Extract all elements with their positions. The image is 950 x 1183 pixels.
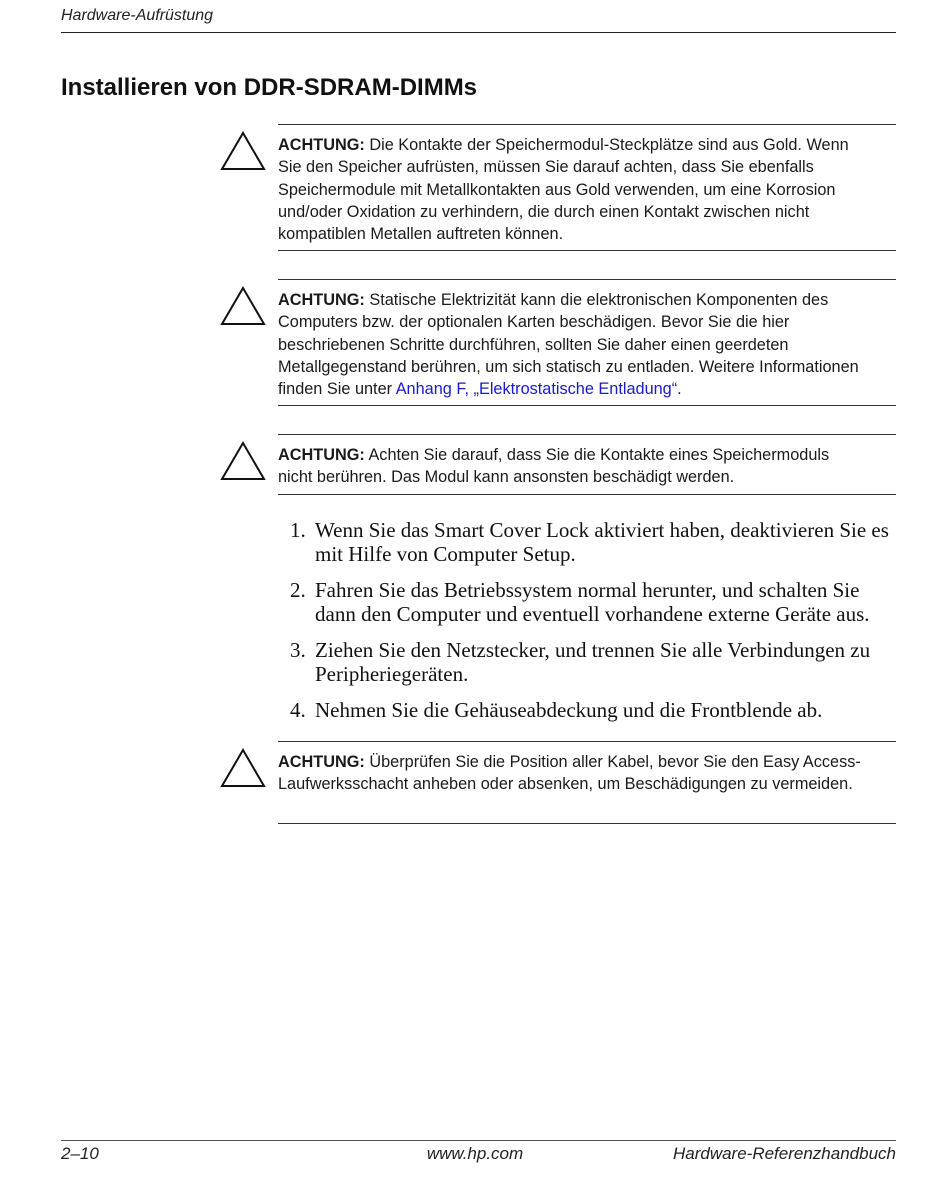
step-number: 3. [290,638,306,662]
caution-top-rule [278,124,896,125]
step-text: Nehmen Sie die Gehäuseabdeckung und die Frontblende ab. [315,698,823,722]
footer-rule [61,1140,896,1141]
caution-body-end: . [677,380,682,399]
caution-box [220,434,896,495]
running-header: Hardware-Aufrüstung [61,7,214,24]
footer-url: www.hp.com [426,1144,524,1163]
caution-body: Statische Elektrizität kann die elektronischen Komponenten des Computers bzw. der optionalen Karten beschädigen. Bevor Sie die hier beschriebenen Schritte durchführen, sollten Sie daher einen geerdeten Metallgegenstand berühren, um sich statisch zu entladen. Weitere Informationen finden Sie unter [278,291,859,399]
procedure-steps [290,518,902,734]
caution-top-rule [278,741,896,742]
caution-text [278,289,868,400]
appendix-f-link[interactable]: Anhang F, „Elektrostatische Entladung“ [395,380,678,399]
caution-box [220,741,896,824]
caution-bottom-rule [278,405,896,406]
caution-box [220,124,896,251]
caution-box [220,279,896,406]
caution-label: ACHTUNG: [278,753,365,771]
caution-text [278,134,868,245]
page-title: Installieren von DDR-SDRAM-DIMMs [61,74,478,101]
caution-top-rule [278,434,896,435]
caution-body: Achten Sie darauf, dass Sie die Kontakte eines Speichermoduls nicht berühren. Das Modul kann ansonsten beschädigt werden. [278,446,830,487]
list-item [290,518,902,566]
caution-bottom-rule [278,494,896,495]
header-rule [61,32,896,33]
caution-top-rule [278,279,896,280]
warning-triangle-icon [220,441,266,481]
warning-triangle-icon [220,131,266,171]
caution-bottom-rule [278,823,896,824]
list-item [290,638,902,686]
list-item [290,578,902,626]
caution-label: ACHTUNG: [278,291,365,309]
caution-text [278,751,868,796]
list-item [290,698,902,722]
page-number: 2–10 [61,1144,99,1163]
step-number: 2. [290,578,306,602]
caution-body: Die Kontakte der Speichermodul-Steckplätze sind aus Gold. Wenn Sie den Speicher aufrüsten, müssen Sie darauf achten, dass Sie ebenfalls Speichermodule mit Metallkontakten aus Gold verwenden, um eine Korrosion und/oder Oxidation zu verhindern, die durch einen Kontakt zwischen nicht kompatiblen Metallen auftreten können. [278,136,849,244]
step-number: 1. [290,518,306,542]
step-number: 4. [290,698,306,722]
caution-label: ACHTUNG: [278,136,365,154]
step-text: Wenn Sie das Smart Cover Lock aktiviert haben, deaktivieren Sie es mit Hilfe von Computer Setup. [315,518,889,566]
step-text: Ziehen Sie den Netzstecker, und trennen Sie alle Verbindungen zu Peripheriegeräten. [315,638,871,686]
caution-body: Überprüfen Sie die Position aller Kabel, bevor Sie den Easy Access-Laufwerksschacht anheben oder absenken, um Beschädigungen zu vermeiden. [278,753,861,794]
book-title: Hardware-Referenzhandbuch [672,1144,896,1163]
caution-text [278,444,868,489]
caution-label: ACHTUNG: [278,446,365,464]
caution-bottom-rule [278,250,896,251]
step-text: Fahren Sie das Betriebssystem normal herunter, und schalten Sie dann den Computer und eventuell vorhandene externe Geräte aus. [315,578,870,626]
warning-triangle-icon [220,286,266,326]
warning-triangle-icon [220,748,266,788]
